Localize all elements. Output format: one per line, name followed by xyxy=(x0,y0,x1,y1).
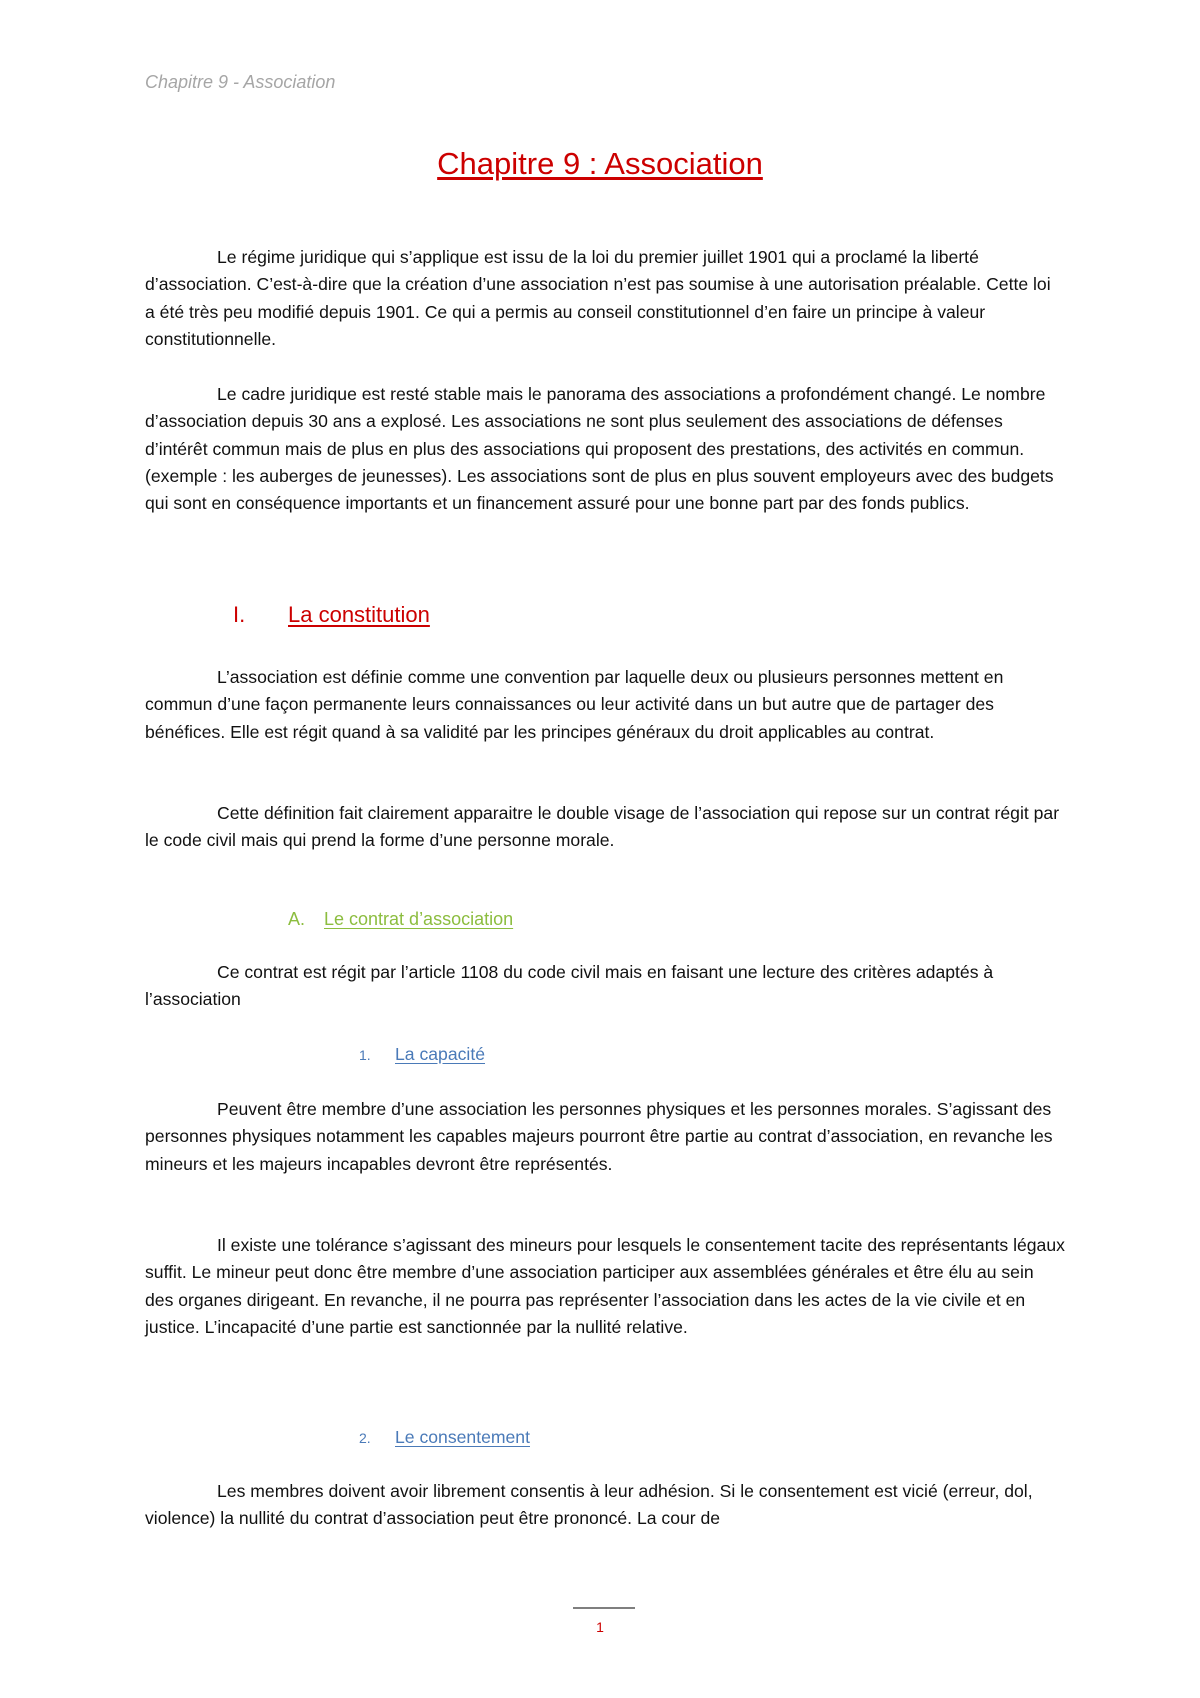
section-number: I. xyxy=(233,602,246,627)
subsection-title: Le contrat d’association xyxy=(324,909,514,929)
section1-paragraph-1-text: L’association est définie comme une convention par laquelle deux ou plusieurs personnes mettent en commun d’une façon permanente leurs connaissances ou leur activité dans un but autre que de partager des bénéfices. Elle est régit quand à sa validité par les principes généraux du droit applicables au contrat. xyxy=(145,667,1004,742)
item-heading-2 xyxy=(359,1427,530,1448)
item-number: 1. xyxy=(359,1047,371,1063)
section-title: La constitution xyxy=(288,602,430,627)
subsection-a-paragraph-1 xyxy=(145,959,1065,1014)
item-title: Le consentement xyxy=(395,1427,530,1447)
item1-paragraph-2-text: Il existe une tolérance s’agissant des mineurs pour lesquels le consentement tacite des représentants légaux suffit. Le mineur peut donc être membre d’une association participer aux assemblées générales et être élu au sein des organes dirigeant. En revanche, il ne pourra pas représenter l’association dans les actes de la vie civile et en justice. L’incapacité d’une partie est sanctionnée par la nullité relative. xyxy=(145,1235,1065,1337)
page-title: Chapitre 9 : Association xyxy=(437,146,763,181)
intro-paragraph-1-text: Le régime juridique qui s’applique est issu de la loi du premier juillet 1901 qui a proclamé la liberté d’association. C’est-à-dire que la création d’une association n’est pas soumise à une autorisation préalable. Cette loi a été très peu modifié depuis 1901. Ce qui a permis au conseil constitutionnel d’en faire un principe à valeur constitutionnelle. xyxy=(145,247,1051,349)
intro-paragraph-2 xyxy=(145,381,1065,517)
subsection-a-paragraph-1-text: Ce contrat est régit par l’article 1108 du code civil mais en faisant une lecture des critères adaptés à l’association xyxy=(145,962,994,1010)
intro-paragraph-1 xyxy=(145,244,1065,353)
intro-paragraph-2-text: Le cadre juridique est resté stable mais le panorama des associations a profondément changé. Le nombre d’association depuis 30 ans a explosé. Les associations ne sont plus seulement des associations de défenses d’intérêt commun mais de plus en plus des associations qui proposent des prestations, des activités en commun. (exemple : les auberges de jeunesses). Les associations sont de plus en plus souvent employeurs avec des budgets qui sont en conséquence importants et un financement assuré pour une bonne part par des fonds publics. xyxy=(145,384,1054,514)
page-number: 1 xyxy=(596,1619,604,1635)
item2-paragraph-1 xyxy=(145,1478,1065,1533)
item-heading-1 xyxy=(359,1044,485,1065)
section1-paragraph-1 xyxy=(145,664,1065,746)
item-title: La capacité xyxy=(395,1044,485,1064)
item1-paragraph-1-text: Peuvent être membre d’une association les personnes physiques et les personnes morales. S’agissant des personnes physiques notamment les capables majeurs pourront être partie au contrat d’association, en revanche les mineurs et les majeurs incapables devront être représentés. xyxy=(145,1099,1053,1174)
section-heading-1 xyxy=(233,602,430,628)
subsection-number: A. xyxy=(288,909,306,929)
footer-rule xyxy=(573,1607,635,1609)
subsection-heading-a xyxy=(288,909,513,930)
item2-paragraph-1-text: Les membres doivent avoir librement consentis à leur adhésion. Si le consentement est vicié (erreur, dol, violence) la nullité du contrat d’association peut être prononcé. La cour de xyxy=(145,1481,1033,1529)
running-header: Chapitre 9 - Association xyxy=(145,72,336,92)
section1-paragraph-2 xyxy=(145,800,1065,855)
item1-paragraph-1 xyxy=(145,1096,1065,1178)
item1-paragraph-2 xyxy=(145,1232,1065,1341)
item-number: 2. xyxy=(359,1430,371,1446)
section1-paragraph-2-text: Cette définition fait clairement apparaitre le double visage de l’association qui repose sur un contrat régit par le code civil mais qui prend la forme d’une personne morale. xyxy=(145,803,1060,851)
